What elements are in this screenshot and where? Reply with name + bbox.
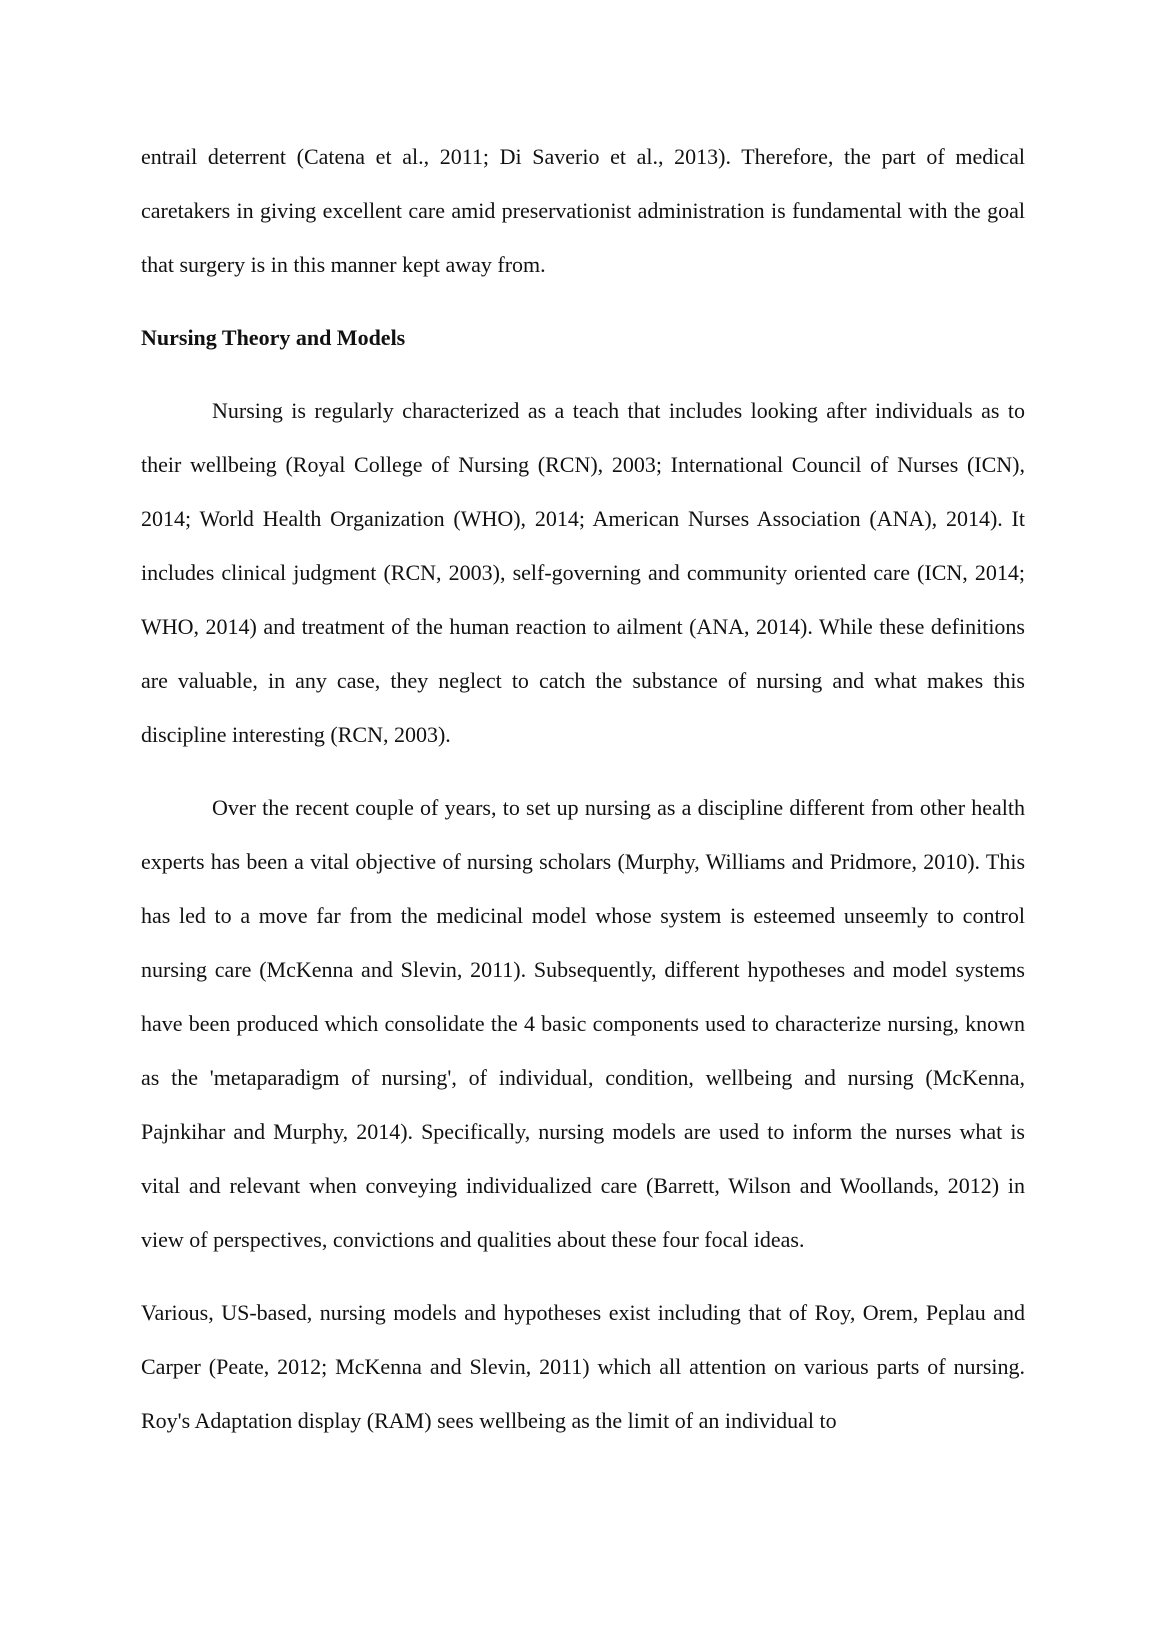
section-heading: Nursing Theory and Models: [141, 325, 406, 350]
paragraph-nursing-models: Various, US-based, nursing models and hypotheses exist including that of Roy, Orem, Peplau and Carper (Peate, 2012; McKenna and Slevin, 2011) which all attention on various parts of nursing. Roy's Adaptation display (RAM) sees wellbeing as the limit of an individual to: [141, 1300, 1025, 1433]
paragraph-nursing-definition: Nursing is regularly characterized as a teach that includes looking after individuals as to their wellbeing (Royal College of Nursing (RCN), 2003; International Council of Nurses (ICN), 2014; World Health Organization (WHO), 2014; American Nurses Association (ANA), 2014). It includes clinical judgment (RCN, 2003), self-governing and community oriented care (ICN, 2014; WHO, 2014) and treatment of the human reaction to ailment (ANA, 2014). While these definitions are valuable, in any case, they neglect to catch the substance of nursing and what makes this discipline interesting (RCN, 2003).: [141, 398, 1025, 747]
paragraph-continuation: entrail deterrent (Catena et al., 2011; Di Saverio et al., 2013). Therefore, the part of medical caretakers in giving excellent care amid preservationist administration is fundamental with the goal that surgery is in this manner kept away from.: [141, 144, 1025, 277]
document-body: [141, 130, 1025, 1448]
paragraph-nursing-discipline: Over the recent couple of years, to set up nursing as a discipline different from other health experts has been a vital objective of nursing scholars (Murphy, Williams and Pridmore, 2010). This has led to a move far from the medicinal model whose system is esteemed unseemly to control nursing care (McKenna and Slevin, 2011). Subsequently, different hypotheses and model systems have been produced which consolidate the 4 basic components used to characterize nursing, known as the 'metaparadigm of nursing', of individual, condition, wellbeing and nursing (McKenna, Pajnkihar and Murphy, 2014). Specifically, nursing models are used to inform the nurses what is vital and relevant when conveying individualized care (Barrett, Wilson and Woollands, 2012) in view of perspectives, convictions and qualities about these four focal ideas.: [141, 795, 1025, 1252]
